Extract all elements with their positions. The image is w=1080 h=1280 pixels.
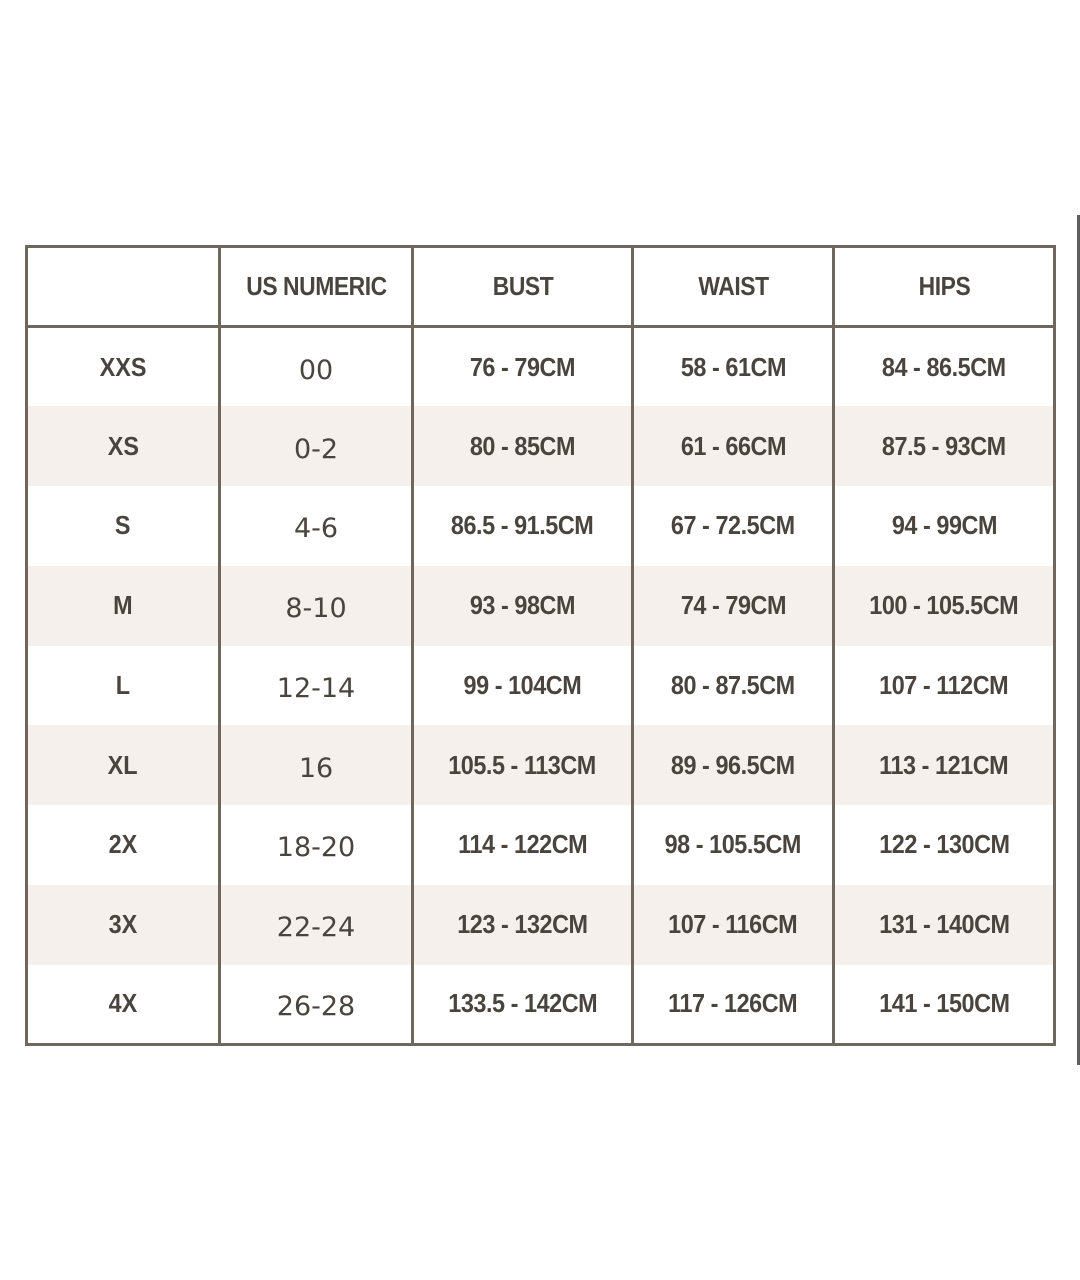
waist-cell: 80 - 87.5CM [633, 646, 834, 726]
size-cell: L [27, 646, 220, 726]
us-numeric-cell: 0-2 [220, 406, 413, 486]
size-cell: XXS [27, 327, 220, 407]
table-row [27, 805, 1055, 885]
header-waist: WAIST [645, 247, 822, 327]
hips-cell: 87.5 - 93CM [834, 406, 1055, 486]
hips-cell: 122 - 130CM [834, 805, 1055, 885]
size-cell: XL [27, 725, 220, 805]
bust-cell: 86.5 - 91.5CM [413, 486, 633, 566]
hips-cell: 141 - 150CM [834, 965, 1055, 1045]
size-chart-table [25, 245, 1056, 1046]
us-numeric-cell: 16 [220, 725, 413, 805]
table-row [27, 327, 1055, 407]
us-numeric-cell: 8-10 [220, 566, 413, 646]
table-row [27, 646, 1055, 726]
bust-cell: 123 - 132CM [413, 885, 633, 965]
table-row [27, 406, 1055, 486]
us-numeric-cell: 4-6 [220, 486, 413, 566]
size-cell: M [27, 566, 220, 646]
hips-cell: 107 - 112CM [834, 646, 1055, 726]
bust-cell: 76 - 79CM [413, 327, 633, 407]
waist-cell: 89 - 96.5CM [633, 725, 834, 805]
bust-cell: 99 - 104CM [413, 646, 633, 726]
hips-cell: 100 - 105.5CM [834, 566, 1055, 646]
us-numeric-cell: 12-14 [220, 646, 413, 726]
waist-cell: 67 - 72.5CM [633, 486, 834, 566]
table-row [27, 725, 1055, 805]
waist-cell: 58 - 61CM [633, 327, 834, 407]
waist-cell: 117 - 126CM [633, 965, 834, 1045]
header-bust: BUST [426, 247, 620, 327]
size-cell: XS [27, 406, 220, 486]
size-cell: 3X [27, 885, 220, 965]
table-row [27, 566, 1055, 646]
hips-cell: 131 - 140CM [834, 885, 1055, 965]
us-numeric-cell: 22-24 [220, 885, 413, 965]
waist-cell: 61 - 66CM [633, 406, 834, 486]
size-cell: S [27, 486, 220, 566]
table-row [27, 965, 1055, 1045]
bust-cell: 93 - 98CM [413, 566, 633, 646]
hips-cell: 113 - 121CM [834, 725, 1055, 805]
hips-cell: 94 - 99CM [834, 486, 1055, 566]
size-cell: 2X [27, 805, 220, 885]
header-hips: HIPS [847, 247, 1041, 327]
us-numeric-cell: 26-28 [220, 965, 413, 1045]
bust-cell: 133.5 - 142CM [413, 965, 633, 1045]
waist-cell: 74 - 79CM [633, 566, 834, 646]
bust-cell: 105.5 - 113CM [413, 725, 633, 805]
hips-cell: 84 - 86.5CM [834, 327, 1055, 407]
table-row [27, 885, 1055, 965]
bust-cell: 114 - 122CM [413, 805, 633, 885]
us-numeric-cell: 18-20 [220, 805, 413, 885]
waist-cell: 107 - 116CM [633, 885, 834, 965]
size-cell: 4X [27, 965, 220, 1045]
us-numeric-cell: 00 [220, 327, 413, 407]
bust-cell: 80 - 85CM [413, 406, 633, 486]
header-us-numeric: US NUMERIC [231, 247, 401, 327]
waist-cell: 98 - 105.5CM [633, 805, 834, 885]
table-row [27, 486, 1055, 566]
header-row [27, 247, 1055, 327]
header-size [38, 247, 208, 327]
